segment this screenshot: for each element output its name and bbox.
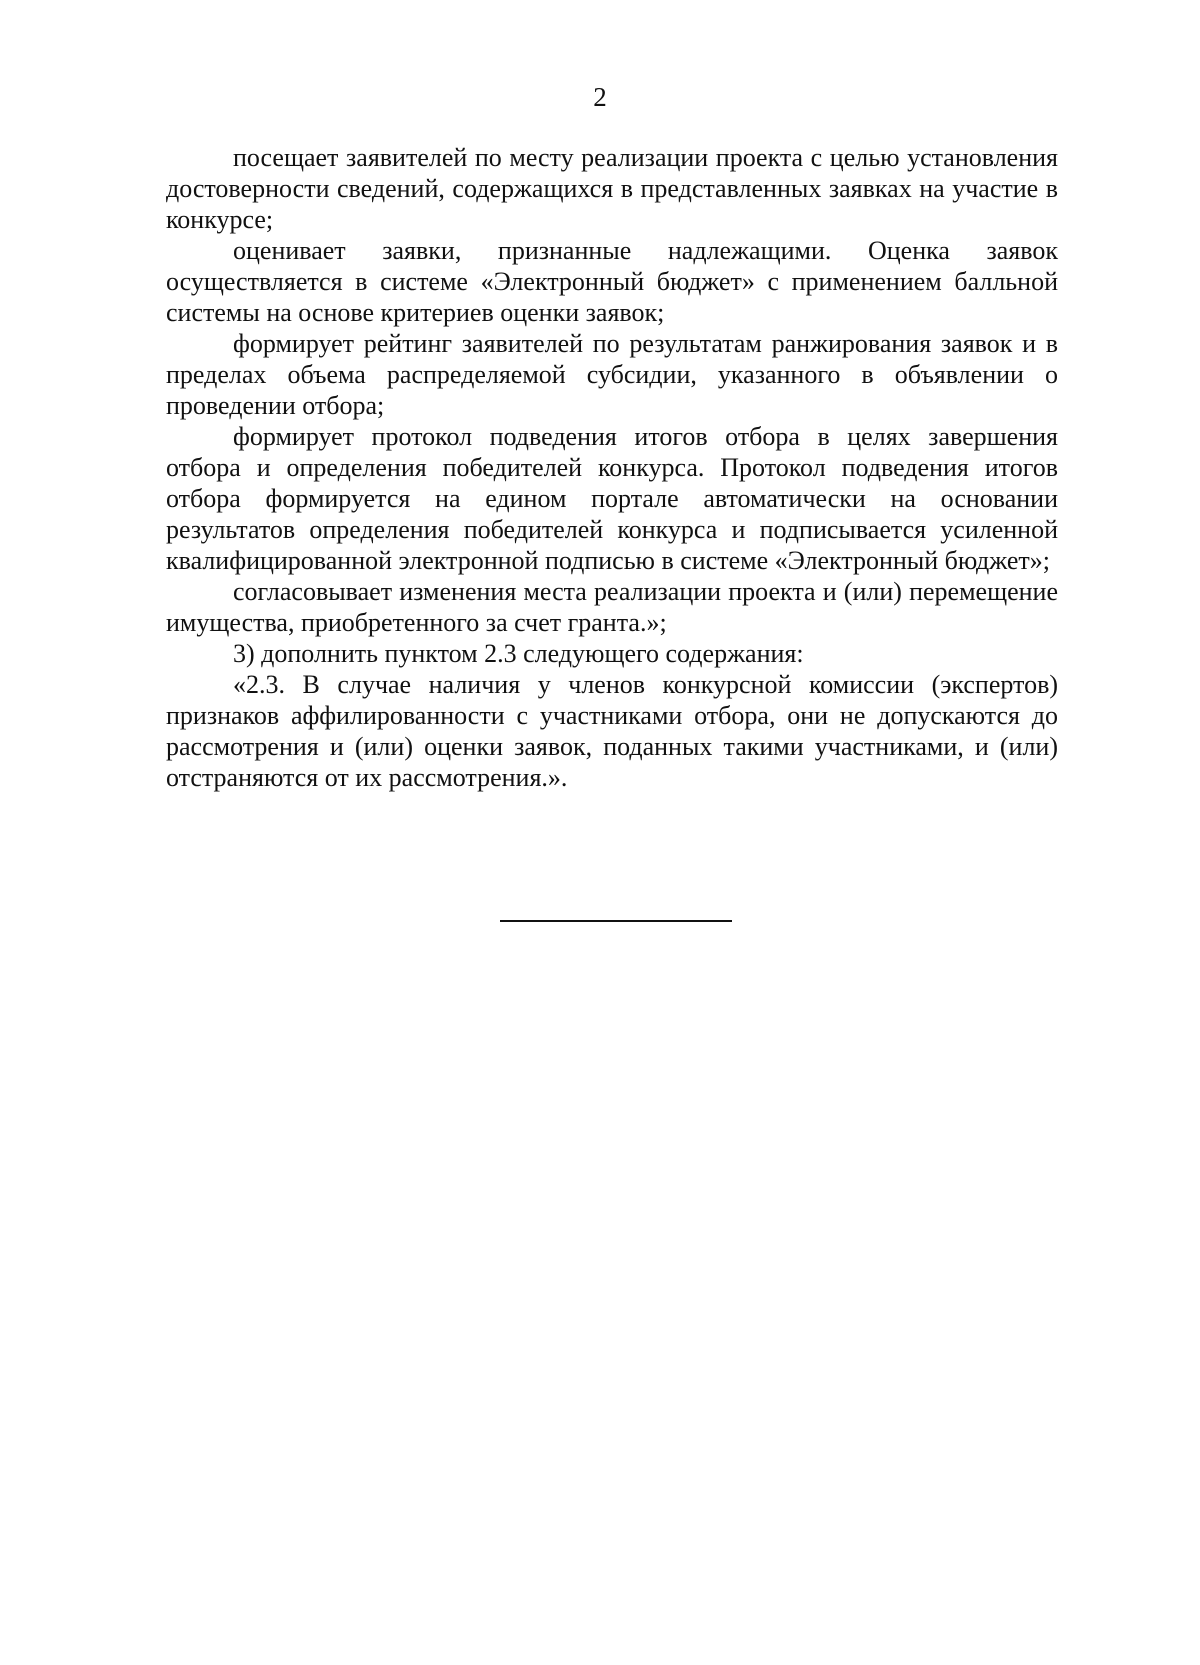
end-divider	[500, 920, 732, 922]
paragraph: формирует протокол подведения итогов отбора в целях завершения отбора и определения победителей конкурса. Протокол подведения итогов отбора формируется на едином портале автоматически на основании результатов определения победителей конкурса и подписывается усиленной квалифицированной электронной подписью в системе «Электронный бюджет»;	[166, 422, 1058, 575]
page-number: 2	[593, 82, 607, 112]
paragraph: «2.3. В случае наличия у членов конкурсной комиссии (экспертов) признаков аффилированности с участниками отбора, они не допускаются до рассмотрения и (или) оценки заявок, поданных такими участниками, и (или) отстраняются от их рассмотрения.».	[166, 670, 1058, 792]
paragraph: посещает заявителей по месту реализации проекта с целью установления достоверности сведений, содержащихся в представленных заявках на участие в конкурсе;	[166, 143, 1058, 234]
paragraph: 3) дополнить пунктом 2.3 следующего содержания:	[233, 639, 804, 668]
paragraph: формирует рейтинг заявителей по результатам ранжирования заявок и в пределах объема распределяемой субсидии, указанного в объявлении о проведении отбора;	[166, 329, 1058, 420]
paragraph: оценивает заявки, признанные надлежащими. Оценка заявок осуществляется в системе «Электронный бюджет» с применением балльной системы на основе критериев оценки заявок;	[166, 236, 1058, 327]
document-body	[166, 142, 1058, 793]
paragraph: согласовывает изменения места реализации проекта и (или) перемещение имущества, приобретенного за счет гранта.»;	[166, 577, 1058, 637]
